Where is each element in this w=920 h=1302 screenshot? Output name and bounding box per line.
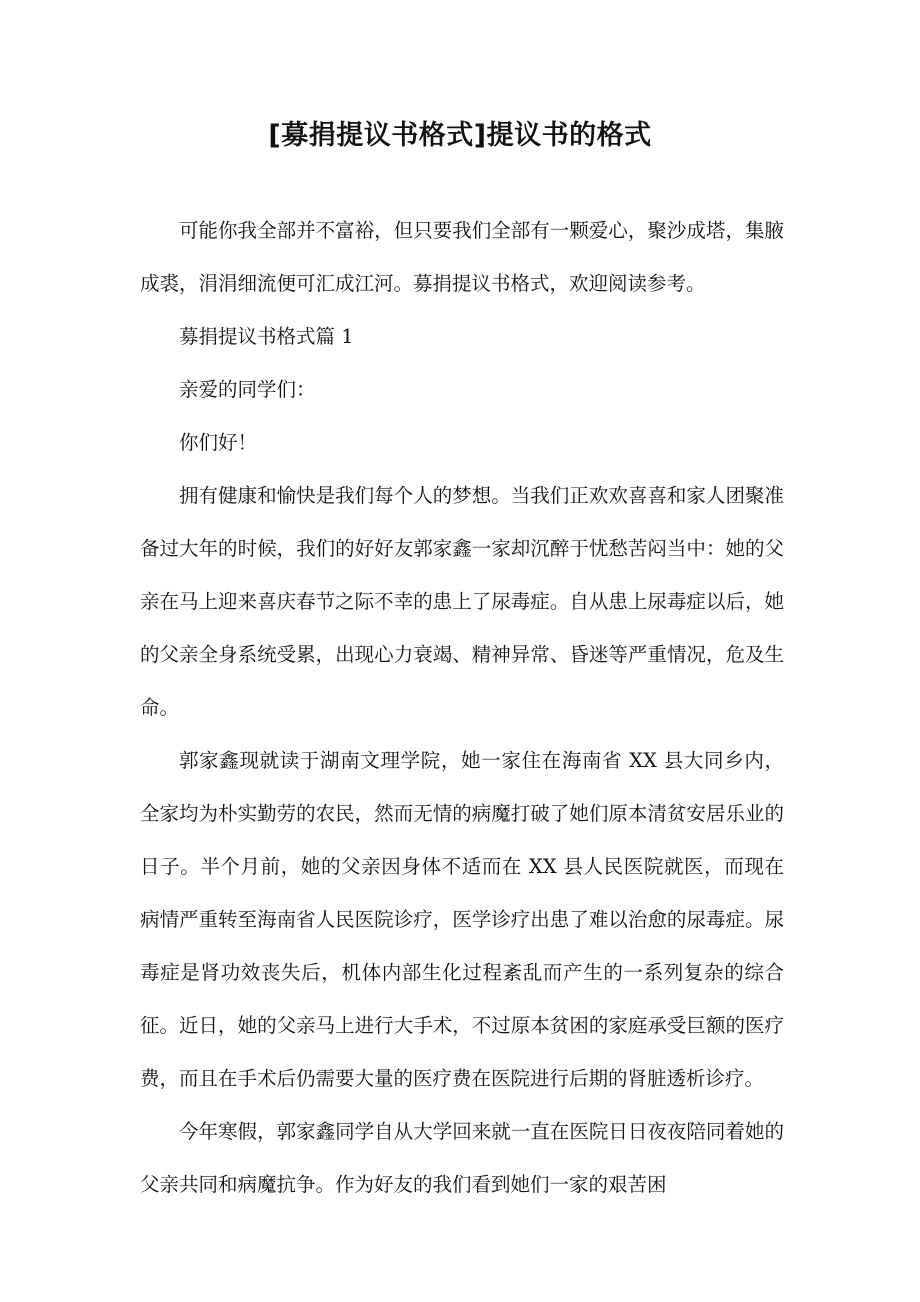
intro-paragraph: 可能你我全部并不富裕，但只要我们全部有一颗爱心，聚沙成塔，集腋成裘，涓涓细流便可汇成江河。募捐提议书格式，欢迎阅读参考。 [140,219,784,295]
document-body [140,204,784,1211]
body-paragraph: 拥有健康和愉快是我们每个人的梦想。当我们正欢欢喜喜和家人团聚准备过大年的时候，我们的好好友郭家鑫一家却沉醉于忧愁苦闷当中：她的父亲在马上迎来喜庆春节之际不幸的患上了尿毒症。自从患上尿毒症以后，她的父亲全身系统受累，出现心力衰竭、精神异常、昏迷等严重情况，危及生命。 [140,484,784,719]
body-paragraph: 今年寒假，郭家鑫同学自从大学回来就一直在医院日日夜夜陪同着她的父亲共同和病魔抗争。作为好友的我们看到她们一家的艰苦困 [140,1120,784,1196]
document-title: [募捐提议书格式]提议书的格式 [268,120,652,151]
section-heading: 募捐提议书格式篇 1 [179,325,354,348]
salutation: 亲爱的同学们： [179,378,316,401]
body-paragraph: 郭家鑫现就读于湖南文理学院，她一家住在海南省 XX 县大同乡内，全家均为朴实勤劳的农民，然而无情的病魔打破了她们原本清贫安居乐业的日子。半个月前，她的父亲因身体不适而在 XX 县人民医院就医，而现在病情严重转至海南省人民医院诊疗，医学诊疗出患了难以治愈的尿毒症。尿毒症是肾功效丧失后，机体内部生化过程紊乱而产生的一系列复杂的综合征。近日，她的父亲马上进行大手术，不过原本贫困的家庭承受巨额的医疗费，而且在手术后仍需要大量的医疗费在医院进行后期的肾脏透析诊疗。 [140,749,784,1090]
greeting: 你们好！ [179,431,258,454]
